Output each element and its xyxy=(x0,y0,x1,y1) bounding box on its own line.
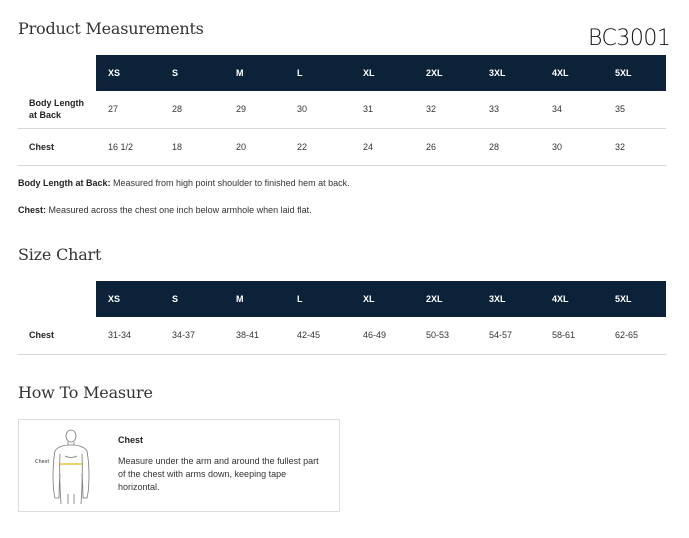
size-header-row xyxy=(18,55,666,91)
size-chart-title: Size Chart xyxy=(18,245,102,264)
header-corner xyxy=(18,281,96,317)
table-cell: 46-49 xyxy=(351,317,414,354)
size-header: XL xyxy=(351,281,414,317)
note-text: Measured from high point shoulder to finished hem at back. xyxy=(110,178,350,188)
size-header: 4XL xyxy=(540,55,603,91)
size-header: M xyxy=(224,55,285,91)
figure-label: Chest xyxy=(35,459,50,465)
table-cell: 31 xyxy=(351,91,414,128)
size-header: 5XL xyxy=(603,281,666,317)
table-cell: 28 xyxy=(160,91,224,128)
row-label-chest: Chest xyxy=(18,128,96,165)
size-header: XL xyxy=(351,55,414,91)
size-header: M xyxy=(224,281,285,317)
table-cell: 58-61 xyxy=(540,317,603,354)
header-corner xyxy=(18,55,96,91)
table-row xyxy=(18,91,666,128)
table-cell: 62-65 xyxy=(603,317,666,354)
note-text: Measured across the chest one inch below armhole when laid flat. xyxy=(46,205,312,215)
measure-name: Chest xyxy=(118,435,144,445)
table-cell: 22 xyxy=(285,128,351,165)
table-row xyxy=(18,128,666,165)
table-cell: 27 xyxy=(96,91,160,128)
size-header: XS xyxy=(96,281,160,317)
table-cell: 50-53 xyxy=(414,317,477,354)
style-code: BC3001 xyxy=(588,26,671,51)
table-cell: 28 xyxy=(477,128,540,165)
table-cell: 29 xyxy=(224,91,285,128)
how-to-measure-title: How To Measure xyxy=(18,383,153,402)
table-cell: 32 xyxy=(414,91,477,128)
table-cell: 16 1/2 xyxy=(96,128,160,165)
table-cell: 30 xyxy=(540,128,603,165)
size-header: L xyxy=(285,281,351,317)
size-header: S xyxy=(160,55,224,91)
table-cell: 38-41 xyxy=(224,317,285,354)
measure-description: Measure under the arm and around the fullest part of the chest with arms down, keeping tape horizontal. xyxy=(118,456,319,492)
size-header: L xyxy=(285,55,351,91)
table-cell: 30 xyxy=(285,91,351,128)
size-header: 2XL xyxy=(414,281,477,317)
size-header: XS xyxy=(96,55,160,91)
size-header: S xyxy=(160,281,224,317)
table-cell: 20 xyxy=(224,128,285,165)
torso-diagram-icon xyxy=(31,426,111,506)
table-cell: 34-37 xyxy=(160,317,224,354)
body-figure xyxy=(31,426,111,506)
measure-card-chest xyxy=(18,419,340,512)
table-cell: 54-57 xyxy=(477,317,540,354)
note-chest xyxy=(18,205,312,215)
table-cell: 33 xyxy=(477,91,540,128)
row-label-body-length: Body Length at Back xyxy=(18,91,96,128)
table-cell: 31-34 xyxy=(96,317,160,354)
table-cell: 42-45 xyxy=(285,317,351,354)
size-header: 2XL xyxy=(414,55,477,91)
table-cell: 35 xyxy=(603,91,666,128)
table-cell: 32 xyxy=(603,128,666,165)
table-cell: 24 xyxy=(351,128,414,165)
table-row xyxy=(18,317,666,354)
note-term: Body Length at Back: xyxy=(18,178,111,188)
row-label-chest: Chest xyxy=(18,317,96,354)
size-header: 3XL xyxy=(477,55,540,91)
product-measurements-table xyxy=(18,55,666,166)
size-chart-table xyxy=(18,281,666,355)
table-cell: 34 xyxy=(540,91,603,128)
size-header: 5XL xyxy=(603,55,666,91)
table-cell: 18 xyxy=(160,128,224,165)
size-header: 4XL xyxy=(540,281,603,317)
note-body-length xyxy=(18,178,350,188)
size-header-row xyxy=(18,281,666,317)
size-header: 3XL xyxy=(477,281,540,317)
table-cell: 26 xyxy=(414,128,477,165)
note-term: Chest: xyxy=(18,205,47,215)
product-measurements-title: Product Measurements xyxy=(18,19,204,38)
